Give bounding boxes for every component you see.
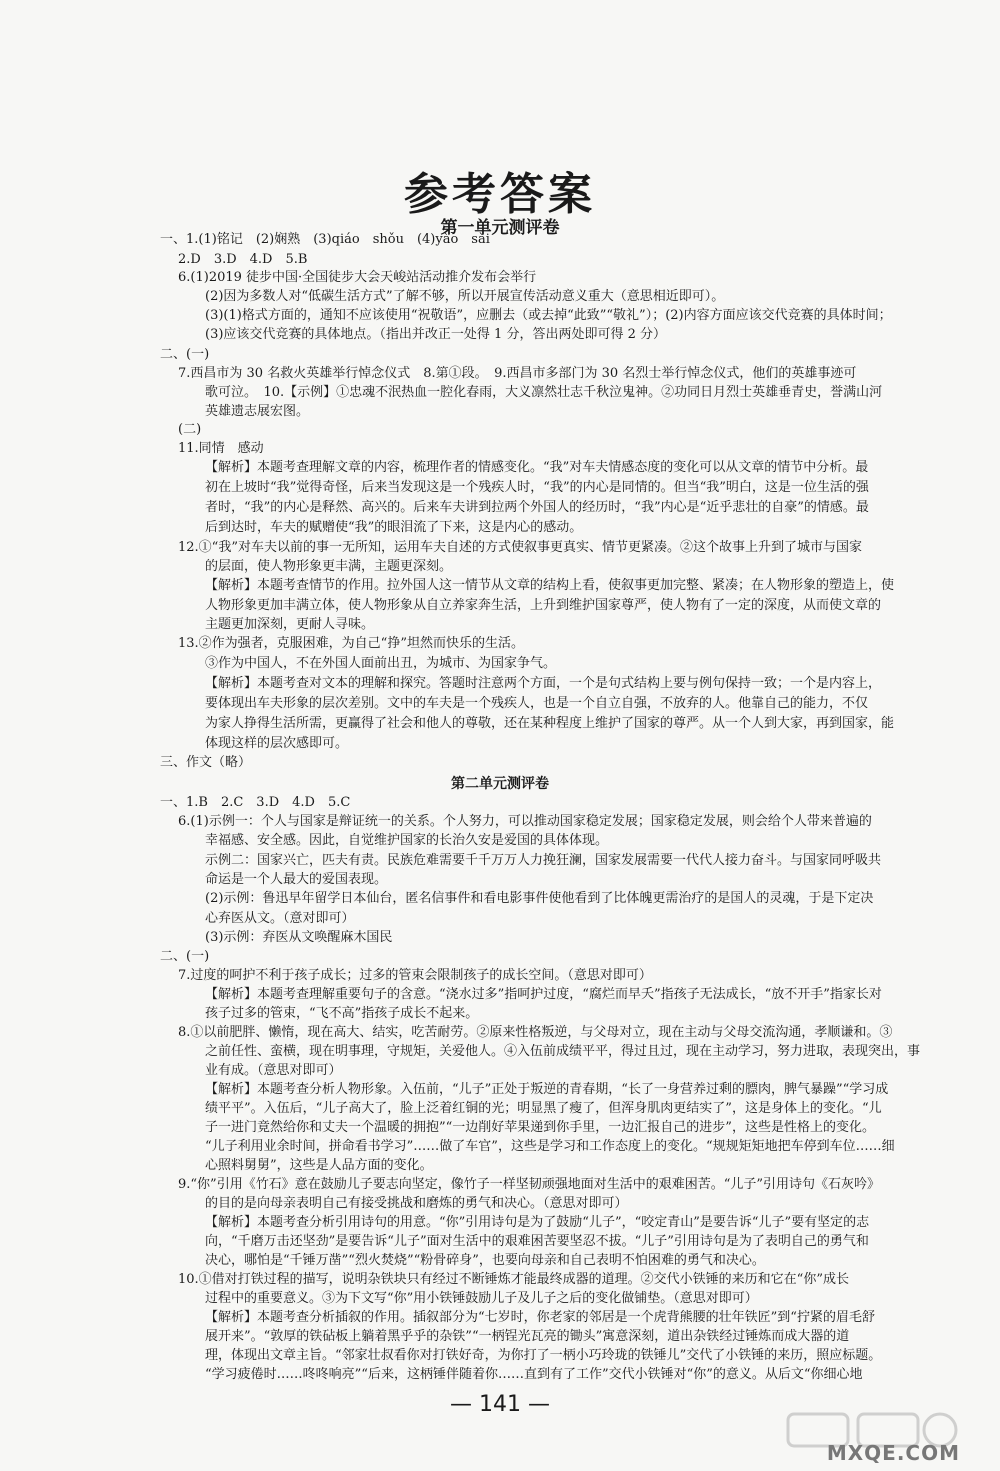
text-line: 心照料舅舅”，这些是人品方面的变化。 [205, 1158, 433, 1173]
text-line: 一、1.B 2.C 3.D 4.D 5.C [160, 795, 351, 810]
text-line: 过程中的重要意义。③为下文写“你”用小铁锤鼓励儿子及儿子之后的变化做铺垫。（意思对即可） [205, 1291, 758, 1306]
text-line: 命运是一个人最大的爱国表现。 [205, 872, 388, 887]
text-line: (3)(1)格式方面的，通知不应该使用“祝敬语”，应删去（或去掉“此致”“敬礼”）；(2)内容方面应该交代竞赛的具体时间； [205, 308, 892, 323]
text-line: (2)示例：鲁迅早年留学日本仙台，匿名信事件和看电影事件使他看到了比体魄更需治疗的是国人的灵魂，于是下定决 [205, 891, 874, 906]
text-line: 一、1.(1)铭记 (2)娴熟 (3)qiáo shǒu (4)yào sài [160, 232, 490, 247]
text-line: 子一进门竟然给你和丈夫一个温暖的拥抱”“一边削好苹果递到你手里，一边汇报自己的进步”，这些是性格上的变化。 [205, 1120, 875, 1135]
text-line: (2)因为多数人对“低碳生活方式”了解不够，所以开展宣传活动意义重大（意思相近即可）。 [205, 289, 725, 304]
text-line: 二、(一) [160, 347, 210, 362]
text-line: 【解析】本题考查对文本的理解和探究。答题时注意两个方面，一个是句式结构上要与例句保持一致；一个是内容上， [205, 676, 882, 691]
text-line: 之前任性、蛮横，现在明事理，守规矩，关爱他人。④入伍前成绩平平，得过且过，现在主动学习，努力进取，表现突出，事 [205, 1044, 921, 1059]
text-line: 幸福感、安全感。因此，自觉维护国家的长治久安是爱国的具体体现。 [205, 833, 609, 848]
text-line: 孩子过多的管束，“飞不高”指孩子成长不起来。 [205, 1006, 479, 1021]
text-line: 为家人挣得生活所需，更赢得了社会和他人的尊敬，还在某种程度上维护了国家的尊严。从一个人到大家，再到国家，能 [205, 716, 895, 731]
text-line: 【解析】本题考查分析插叙的作用。插叙部分为“七岁时，你老家的邻居是一个虎背熊腰的壮年铁匠”到“拧紧的眉毛舒 [205, 1310, 875, 1325]
text-line: (二) [178, 422, 202, 437]
unit1-title: 第一单元测评卷 [440, 218, 560, 238]
text-line: 人物形象更加丰满立体，使人物形象从自立养家奔生活，上升到维护国家尊严，使人物有了一定的深度，从而使文章的 [205, 598, 882, 613]
text-line: 二、(一) [160, 949, 210, 964]
text-line: 心弃医从文。（意对即可） [205, 911, 355, 926]
text-line: 初在上坡时“我”觉得奇怪，后来当发现这是一个残疾人时，“我”的内心是同情的。但当“我”明白，这是一位生活的强 [205, 480, 869, 495]
text-line: ③作为中国人，不在外国人面前出丑，为城市、为国家争气。 [205, 656, 557, 671]
text-line: “学习疲倦时……咚咚响亮”“后来，这柄锤伴随着你……直到有了工作”交代小铁锤对“你”的意义。从后文“你细心地 [205, 1367, 863, 1382]
text-line: 的层面，使人物形象更丰满，主题更深刻。 [205, 559, 453, 574]
text-line: 展开来”。“敦厚的铁砧板上躺着黑乎乎的杂铁”“一柄锃光瓦亮的锄头”寓意深刻，道出杂铁经过锤炼而成大器的道 [205, 1329, 850, 1344]
text-line: (3)应该交代竞赛的具体地点。（指出并改正一处得 1 分，答出两处即可得 2 分） [205, 327, 666, 342]
text-line: 决心，哪怕是“千锤万凿”“烈火焚烧”“粉骨碎身”，也要向母亲和自己表明不怕困难的勇气和决心。 [205, 1253, 765, 1268]
text-line: 9.“你”引用《竹石》意在鼓励儿子要志向坚定，像竹子一样坚韧顽强地面对生活中的艰难困苦。“儿子”引用诗句《石灰吟》 [178, 1177, 880, 1192]
text-line: 向，“千磨万击还坚劲”是要告诉“儿子”面对生活中的艰难困苦要坚忍不拔。“儿子”引用诗句是为了表明自己的勇气和 [205, 1234, 869, 1249]
text-line: 英雄遗志展宏图。 [205, 404, 310, 419]
text-line: 2.D 3.D 4.D 5.B [178, 252, 308, 267]
text-line: 【解析】本题考查理解文章的内容，梳理作者的情感变化。“我”对车夫情感态度的变化可以从文章的情节中分析。最 [205, 460, 869, 475]
text-line: 8.①以前肥胖、懒惰，现在高大、结实，吃苦耐劳。②原来性格叛逆，与父母对立，现在主动与父母交流沟通，孝顺谦和。③ [178, 1025, 893, 1040]
text-line: 【解析】本题考查分析引用诗句的用意。“你”引用诗句是为了鼓励“儿子”，“咬定青山”是要告诉“儿子”要有坚定的志 [205, 1215, 870, 1230]
text-line: 要体现出车夫形象的层次差别。文中的车夫是一个残疾人，也是一个自立自强，不放弃的人。他靠自己的能力，不仅 [205, 696, 869, 711]
text-line: 6.(1)示例一：个人与国家是辩证统一的关系。个人努力，可以推动国家稳定发展；国家稳定发展，则会给个人带来普遍的 [178, 814, 872, 829]
text-line: “儿子利用业余时间，拼命看书学习”……做了车官”，这些是学习和工作态度上的变化。“规规矩矩地把车停到车位……细 [205, 1139, 895, 1154]
text-line: 7.西昌市为 30 名救火英雄举行悼念仪式 8.第①段。 9.西昌市多部门为 30 名烈士举行悼念仪式，他们的英雄事迹可 [178, 366, 857, 381]
text-line: 7.过度的呵护不利于孩子成长；过多的管束会限制孩子的成长空间。（意思对即可） [178, 968, 652, 983]
text-line: 6.(1)2019 徒步中国·全国徒步大会天峻站活动推介发布会举行 [178, 270, 537, 285]
page-title: 参考答案 [404, 169, 596, 220]
text-line: 歌可泣。 10.【示例】①忠魂不泯热血一腔化春雨，大义凛然壮志千秋泣鬼神。②功同日月烈士英雄垂青史，誉满山河 [205, 385, 883, 400]
text-line: 体现这样的层次感即可。 [205, 736, 349, 751]
text-line: 绩平平”。入伍后，“儿子高大了，脸上泛着红铜的光；明显黑了瘦了，但浑身肌肉更结实了”，这是身体上的变化。“儿 [205, 1101, 882, 1116]
watermark-text: MXQE.COM [826, 1441, 960, 1465]
text-line: 后到达时，车夫的赋赠使“我”的眼泪流了下来，这是内心的感动。 [205, 520, 583, 535]
text-line: (3)示例：弃医从文唤醒麻木国民 [205, 930, 393, 945]
page-number: — 141 — [450, 1392, 550, 1417]
text-line: 10.①借对打铁过程的描写，说明杂铁块只有经过不断锤炼才能最终成器的道理。②交代小铁锤的来历和它在“你”成长 [178, 1272, 849, 1287]
text-line: 13.②作为强者，克服困难，为自己“挣”坦然而快乐的生活。 [178, 636, 524, 651]
text-line: 【解析】本题考查情节的作用。拉外国人这一情节从文章的结构上看，使叙事更加完整、紧凑；在人物形象的塑造上，使 [205, 578, 895, 593]
text-line: 三、作文（略） [160, 755, 252, 770]
text-line: 【解析】本题考查理解重要句子的含意。“浇水过多”指呵护过度，“腐烂而早夭”指孩子无法成长，“放不开手”指家长对 [205, 987, 882, 1002]
text-line: 业有成。（意思对即可） [205, 1063, 342, 1078]
text-line: 的目的是向母亲表明自己有接受挑战和磨炼的勇气和决心。（意思对即可） [205, 1196, 628, 1211]
text-line: 示例二：国家兴亡，匹夫有责。民族危难需要千千万万人力挽狂澜，国家发展需要一代代人接力奋斗。与国家同呼吸共 [205, 853, 882, 868]
text-line: 者时，“我”的内心是释然、高兴的。后来车夫讲到拉两个外国人的经历时，“我”内心是“近乎悲壮的自豪”的情感。最 [205, 500, 869, 515]
text-line: 理，体现出文章主旨。“邻家壮叔看你对打铁好奇，为你打了一柄小巧玲珑的铁锤儿”交代了小铁锤的来历，照应标题。 [205, 1348, 882, 1363]
text-line: 【解析】本题考查分析人物形象。入伍前，“儿子”正处于叛逆的青春期，“长了一身营养过剩的膘肉，脾气暴躁”“学习成 [205, 1082, 889, 1097]
text-line: 12.①“我”对车夫以前的事一无所知，运用车夫自述的方式使叙事更真实、情节更紧凑。②这个故事上升到了城市与国家 [178, 540, 862, 555]
unit2-title: 第二单元测评卷 [451, 776, 549, 792]
text-line: 11.同情 感动 [178, 441, 264, 456]
text-line: 主题更加深刻，更耐人寻味。 [205, 617, 375, 632]
